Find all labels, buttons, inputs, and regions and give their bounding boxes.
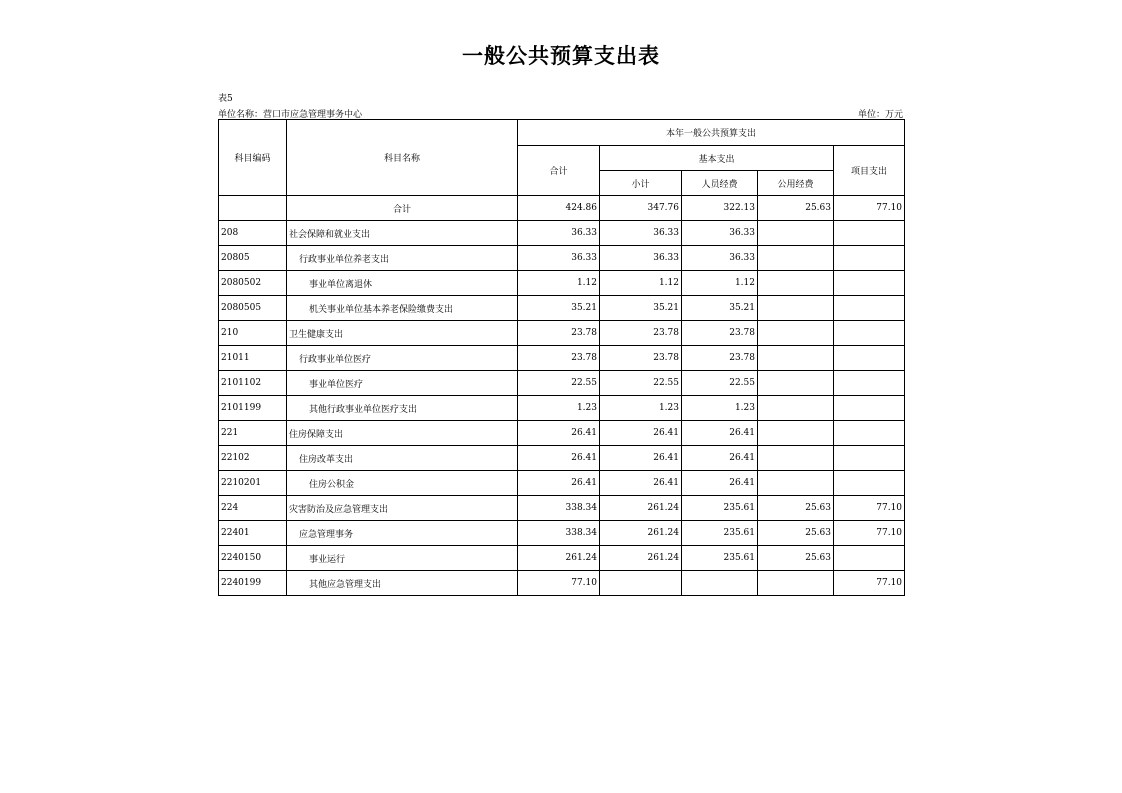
row-personnel: 1.23 — [682, 396, 758, 421]
table-row — [219, 271, 905, 296]
header-subtotal: 小计 — [600, 171, 682, 196]
row-subtotal: 23.78 — [600, 321, 682, 346]
header-basic: 基本支出 — [600, 146, 834, 171]
row-project — [834, 221, 905, 246]
row-name: 机关事业单位基本养老保险缴费支出 — [287, 296, 518, 321]
row-total: 338.34 — [518, 521, 600, 546]
row-personnel: 235.61 — [682, 521, 758, 546]
row-total: 261.24 — [518, 546, 600, 571]
row-total: 36.33 — [518, 221, 600, 246]
row-code: 2240150 — [219, 546, 287, 571]
page-title: 一般公共预算支出表 — [462, 43, 660, 68]
row-name: 其他应急管理支出 — [287, 571, 518, 596]
budget-table — [218, 119, 905, 596]
row-public — [758, 346, 834, 371]
row-personnel: 22.55 — [682, 371, 758, 396]
row-total: 77.10 — [518, 571, 600, 596]
row-subtotal: 23.78 — [600, 346, 682, 371]
row-subtotal: 347.76 — [600, 196, 682, 221]
header-code: 科目编码 — [219, 120, 287, 196]
row-personnel: 235.61 — [682, 496, 758, 521]
table-row — [219, 346, 905, 371]
row-public — [758, 571, 834, 596]
row-code: 2101102 — [219, 371, 287, 396]
row-subtotal: 1.12 — [600, 271, 682, 296]
table-row — [219, 496, 905, 521]
row-subtotal: 22.55 — [600, 371, 682, 396]
table-row — [219, 546, 905, 571]
row-name: 灾害防治及应急管理支出 — [287, 496, 518, 521]
row-name: 行政事业单位养老支出 — [287, 246, 518, 271]
row-project — [834, 321, 905, 346]
row-public: 25.63 — [758, 496, 834, 521]
row-name: 社会保障和就业支出 — [287, 221, 518, 246]
row-personnel: 36.33 — [682, 246, 758, 271]
row-project — [834, 346, 905, 371]
currency-unit: 单位：万元 — [857, 110, 903, 120]
row-project — [834, 421, 905, 446]
row-total: 26.41 — [518, 421, 600, 446]
total-row — [219, 196, 905, 221]
table-row — [219, 571, 905, 596]
row-total: 35.21 — [518, 296, 600, 321]
row-name: 行政事业单位医疗 — [287, 346, 518, 371]
row-total: 26.41 — [518, 471, 600, 496]
row-project — [834, 296, 905, 321]
row-name: 卫生健康支出 — [287, 321, 518, 346]
row-project — [834, 271, 905, 296]
row-name: 事业运行 — [287, 546, 518, 571]
row-public — [758, 221, 834, 246]
table-number: 表5 — [218, 94, 233, 104]
row-personnel: 26.41 — [682, 421, 758, 446]
header-project: 项目支出 — [834, 146, 905, 196]
row-code: 22401 — [219, 521, 287, 546]
row-total: 36.33 — [518, 246, 600, 271]
row-personnel: 36.33 — [682, 221, 758, 246]
row-code: 208 — [219, 221, 287, 246]
row-project: 77.10 — [834, 521, 905, 546]
row-personnel: 1.12 — [682, 271, 758, 296]
row-project: 77.10 — [834, 496, 905, 521]
table-row — [219, 296, 905, 321]
row-public — [758, 271, 834, 296]
row-name: 事业单位医疗 — [287, 371, 518, 396]
row-public — [758, 296, 834, 321]
row-total: 23.78 — [518, 346, 600, 371]
row-code: 2210201 — [219, 471, 287, 496]
row-subtotal: 36.33 — [600, 246, 682, 271]
row-public — [758, 246, 834, 271]
row-subtotal: 26.41 — [600, 421, 682, 446]
unit-name: 单位名称：营口市应急管理事务中心 — [218, 110, 363, 120]
row-name: 应急管理事务 — [287, 521, 518, 546]
row-public: 25.63 — [758, 546, 834, 571]
row-public — [758, 421, 834, 446]
row-subtotal: 1.23 — [600, 396, 682, 421]
row-project: 77.10 — [834, 196, 905, 221]
row-code: 2080505 — [219, 296, 287, 321]
row-name: 住房公积金 — [287, 471, 518, 496]
row-public — [758, 471, 834, 496]
row-subtotal: 261.24 — [600, 521, 682, 546]
row-subtotal: 26.41 — [600, 471, 682, 496]
row-personnel: 322.13 — [682, 196, 758, 221]
table-row — [219, 221, 905, 246]
row-project — [834, 246, 905, 271]
row-code: 210 — [219, 321, 287, 346]
row-total: 22.55 — [518, 371, 600, 396]
row-name: 合计 — [287, 196, 518, 221]
row-total: 1.12 — [518, 271, 600, 296]
row-public — [758, 396, 834, 421]
row-subtotal: 26.41 — [600, 446, 682, 471]
row-personnel: 23.78 — [682, 321, 758, 346]
row-total: 338.34 — [518, 496, 600, 521]
header-total: 合计 — [518, 146, 600, 196]
table-row — [219, 396, 905, 421]
row-code: 221 — [219, 421, 287, 446]
header-name: 科目名称 — [287, 120, 518, 196]
row-public — [758, 446, 834, 471]
row-name: 住房保障支出 — [287, 421, 518, 446]
row-personnel: 235.61 — [682, 546, 758, 571]
row-subtotal: 35.21 — [600, 296, 682, 321]
row-public: 25.63 — [758, 196, 834, 221]
row-total: 1.23 — [518, 396, 600, 421]
row-personnel: 26.41 — [682, 446, 758, 471]
row-project — [834, 371, 905, 396]
row-subtotal: 36.33 — [600, 221, 682, 246]
table-row — [219, 371, 905, 396]
row-code: 224 — [219, 496, 287, 521]
row-subtotal: 261.24 — [600, 496, 682, 521]
row-subtotal: 261.24 — [600, 546, 682, 571]
row-code: 21011 — [219, 346, 287, 371]
row-subtotal — [600, 571, 682, 596]
row-public — [758, 321, 834, 346]
row-code: 2101199 — [219, 396, 287, 421]
header-public: 公用经费 — [758, 171, 834, 196]
table-row — [219, 521, 905, 546]
table-row — [219, 321, 905, 346]
row-name: 住房改革支出 — [287, 446, 518, 471]
row-personnel — [682, 571, 758, 596]
row-code: 22102 — [219, 446, 287, 471]
table-row — [219, 421, 905, 446]
row-public: 25.63 — [758, 521, 834, 546]
table-row — [219, 246, 905, 271]
row-personnel: 35.21 — [682, 296, 758, 321]
row-code: 20805 — [219, 246, 287, 271]
row-total: 23.78 — [518, 321, 600, 346]
row-personnel: 23.78 — [682, 346, 758, 371]
table-row — [219, 446, 905, 471]
row-personnel: 26.41 — [682, 471, 758, 496]
row-project — [834, 396, 905, 421]
row-total: 26.41 — [518, 446, 600, 471]
header-group: 本年一般公共预算支出 — [518, 120, 905, 146]
row-total: 424.86 — [518, 196, 600, 221]
table-body — [219, 196, 905, 596]
row-public — [758, 371, 834, 396]
row-code: 2080502 — [219, 271, 287, 296]
header-personnel: 人员经费 — [682, 171, 758, 196]
table-header — [219, 120, 905, 196]
row-project: 77.10 — [834, 571, 905, 596]
row-project — [834, 546, 905, 571]
row-code: 2240199 — [219, 571, 287, 596]
row-project — [834, 471, 905, 496]
row-name: 事业单位离退休 — [287, 271, 518, 296]
row-name: 其他行政事业单位医疗支出 — [287, 396, 518, 421]
row-project — [834, 446, 905, 471]
table-row — [219, 471, 905, 496]
row-code — [219, 196, 287, 221]
